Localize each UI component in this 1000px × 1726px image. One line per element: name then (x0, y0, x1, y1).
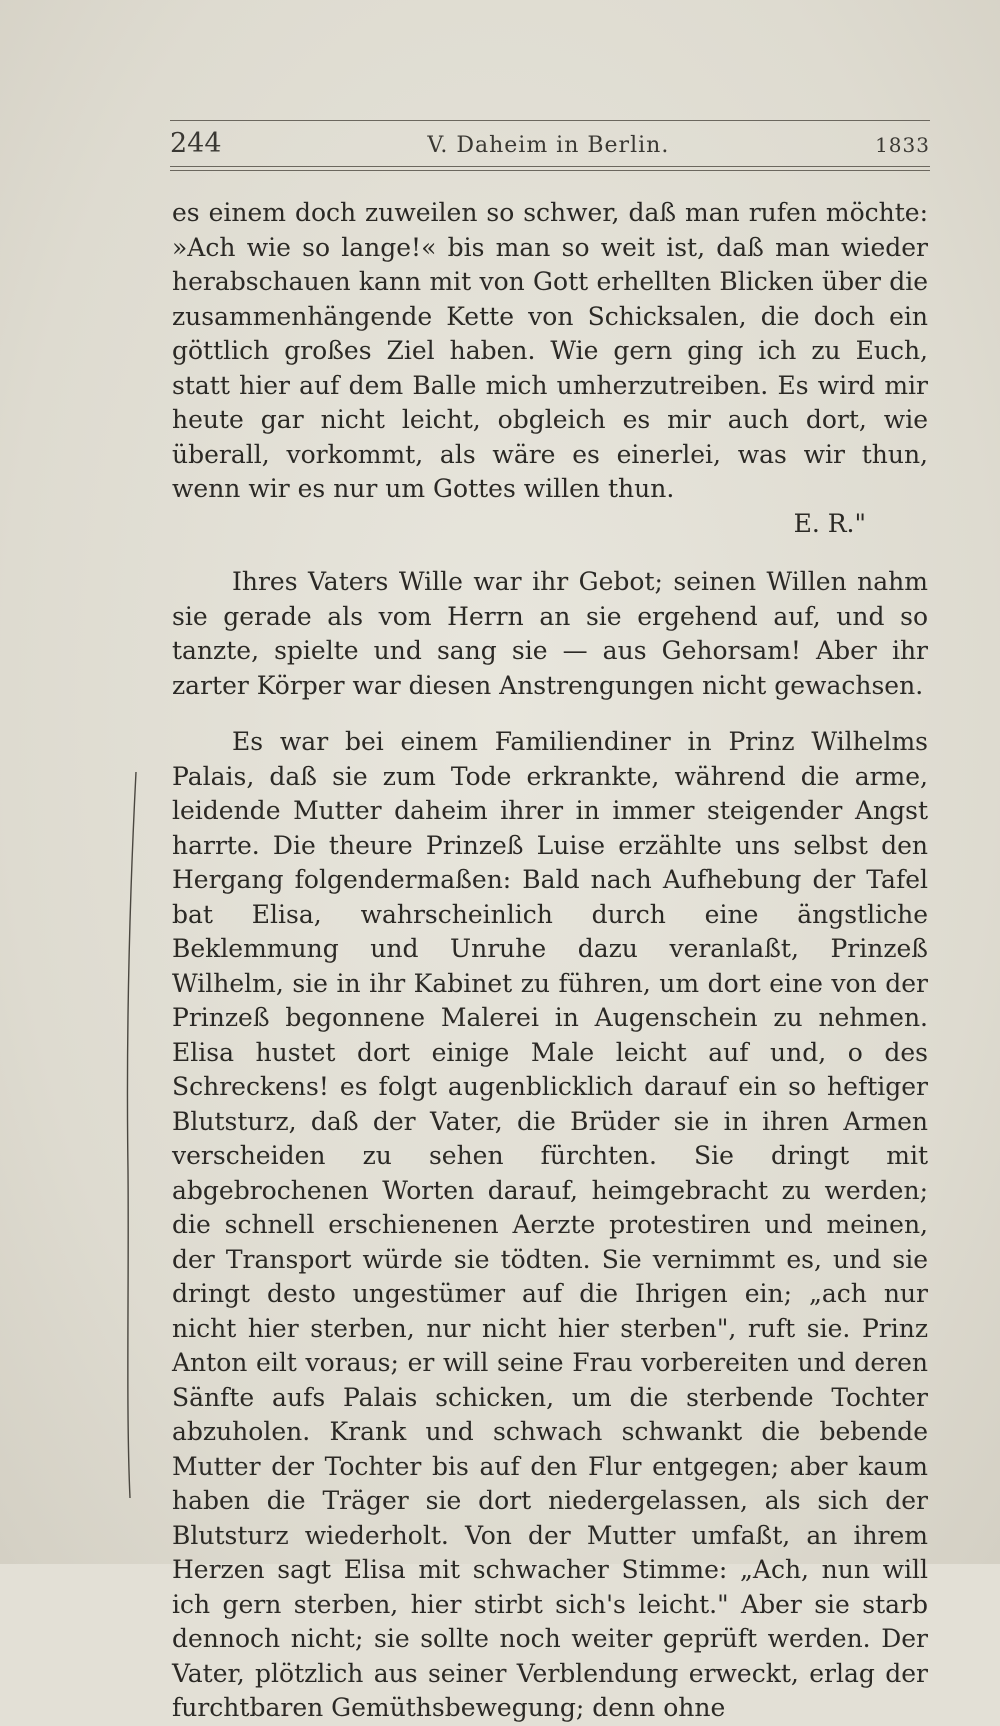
body-text (172, 196, 928, 1726)
header-rule-1 (170, 166, 930, 167)
letter-signature (172, 507, 928, 542)
header-top-rule (170, 120, 930, 121)
signature-text: E. R." (793, 508, 866, 538)
margin-pencil-line (120, 770, 138, 1500)
paragraph: Ihres Vaters Wille war ihr Gebot; seinen Willen nahm sie gerade als vom Herrn an sie ergehend auf, und so tanzte, spielte und sang sie — aus Gehorsam! Aber ihr zarter Körper war diesen Anstrengungen nicht gewachsen. (172, 567, 928, 700)
paragraph: Es war bei einem Familiendiner in Prinz Wilhelms Palais, daß sie zum Tode erkrankte, während die arme, leidende Mutter daheim ihrer in immer steigender Angst harrte. Die theure Prinzeß Luise erzählte uns selbst den Hergang folgendermaßen: Bald nach Aufhebung der Tafel bat Elisa, wahrscheinlich durch eine ängstliche Beklemmung und Unruhe dazu veranlaßt, Prinzeß Wilhelm, sie in ihr Kabinet zu führen, um dort eine von der Prinzeß begonnene Malerei in Augenschein zu nehmen. Elisa hustet dort einige Male leicht auf und, o des Schreckens! es folgt augenblicklich darauf ein so heftiger Blutsturz, daß der Vater, die Brüder sie in ihren Armen verscheiden zu sehen fürchten. Sie dringt mit abgebrochenen Worten darauf, heimgebracht zu werden; die schnell erschienenen Aerzte protestiren und meinen, der Transport würde sie tödten. Sie vernimmt es, und sie dringt desto ungestümer auf die Ihrigen ein; „ach nur nicht hier sterben, nur nicht hier sterben", ruft sie. Prinz Anton eilt voraus; er will seine Frau vorbereiten und deren Sänfte aufs Palais schicken, um die sterbende Tochter abzuholen. Krank und schwach schwankt die bebende Mutter der Tochter bis auf den Flur entgegen; aber kaum haben die Träger sie dort niedergelassen, als sich der Blutsturz wiederholt. Von der Mutter umfaßt, an ihrem Herzen sagt Elisa mit schwacher Stimme: „Ach, nun will ich gern sterben, hier stirbt sich's leicht." Aber sie starb dennoch nicht; sie sollte noch weiter geprüft werden. Der Vater, plötzlich aus seiner Verblendung erweckt, erlag der furchtbaren Gemüthsbewegung; denn ohne (172, 727, 928, 1722)
paragraph-continued: es einem doch zuweilen so schwer, daß man rufen möchte: »Ach wie so lange!« bis man so weit ist, daß man wieder herabschauen kann mit von Gott erhellten Blicken über die zusammenhängende Kette von Schicksalen, die doch ein göttlich großes Ziel haben. Wie gern ging ich zu Euch, statt hier auf dem Balle mich umherzutreiben. Es wird mir heute gar nicht leicht, obgleich es mir auch dort, wie überall, vorkommt, als wäre es einerlei, was wir thun, wenn wir es nur um Gottes willen thun. (172, 198, 928, 503)
running-title: V. Daheim in Berlin. (427, 133, 670, 158)
header-year: 1833 (875, 133, 930, 157)
header-rule-2 (170, 170, 930, 171)
running-header (170, 128, 930, 164)
page-number: 244 (170, 128, 222, 159)
